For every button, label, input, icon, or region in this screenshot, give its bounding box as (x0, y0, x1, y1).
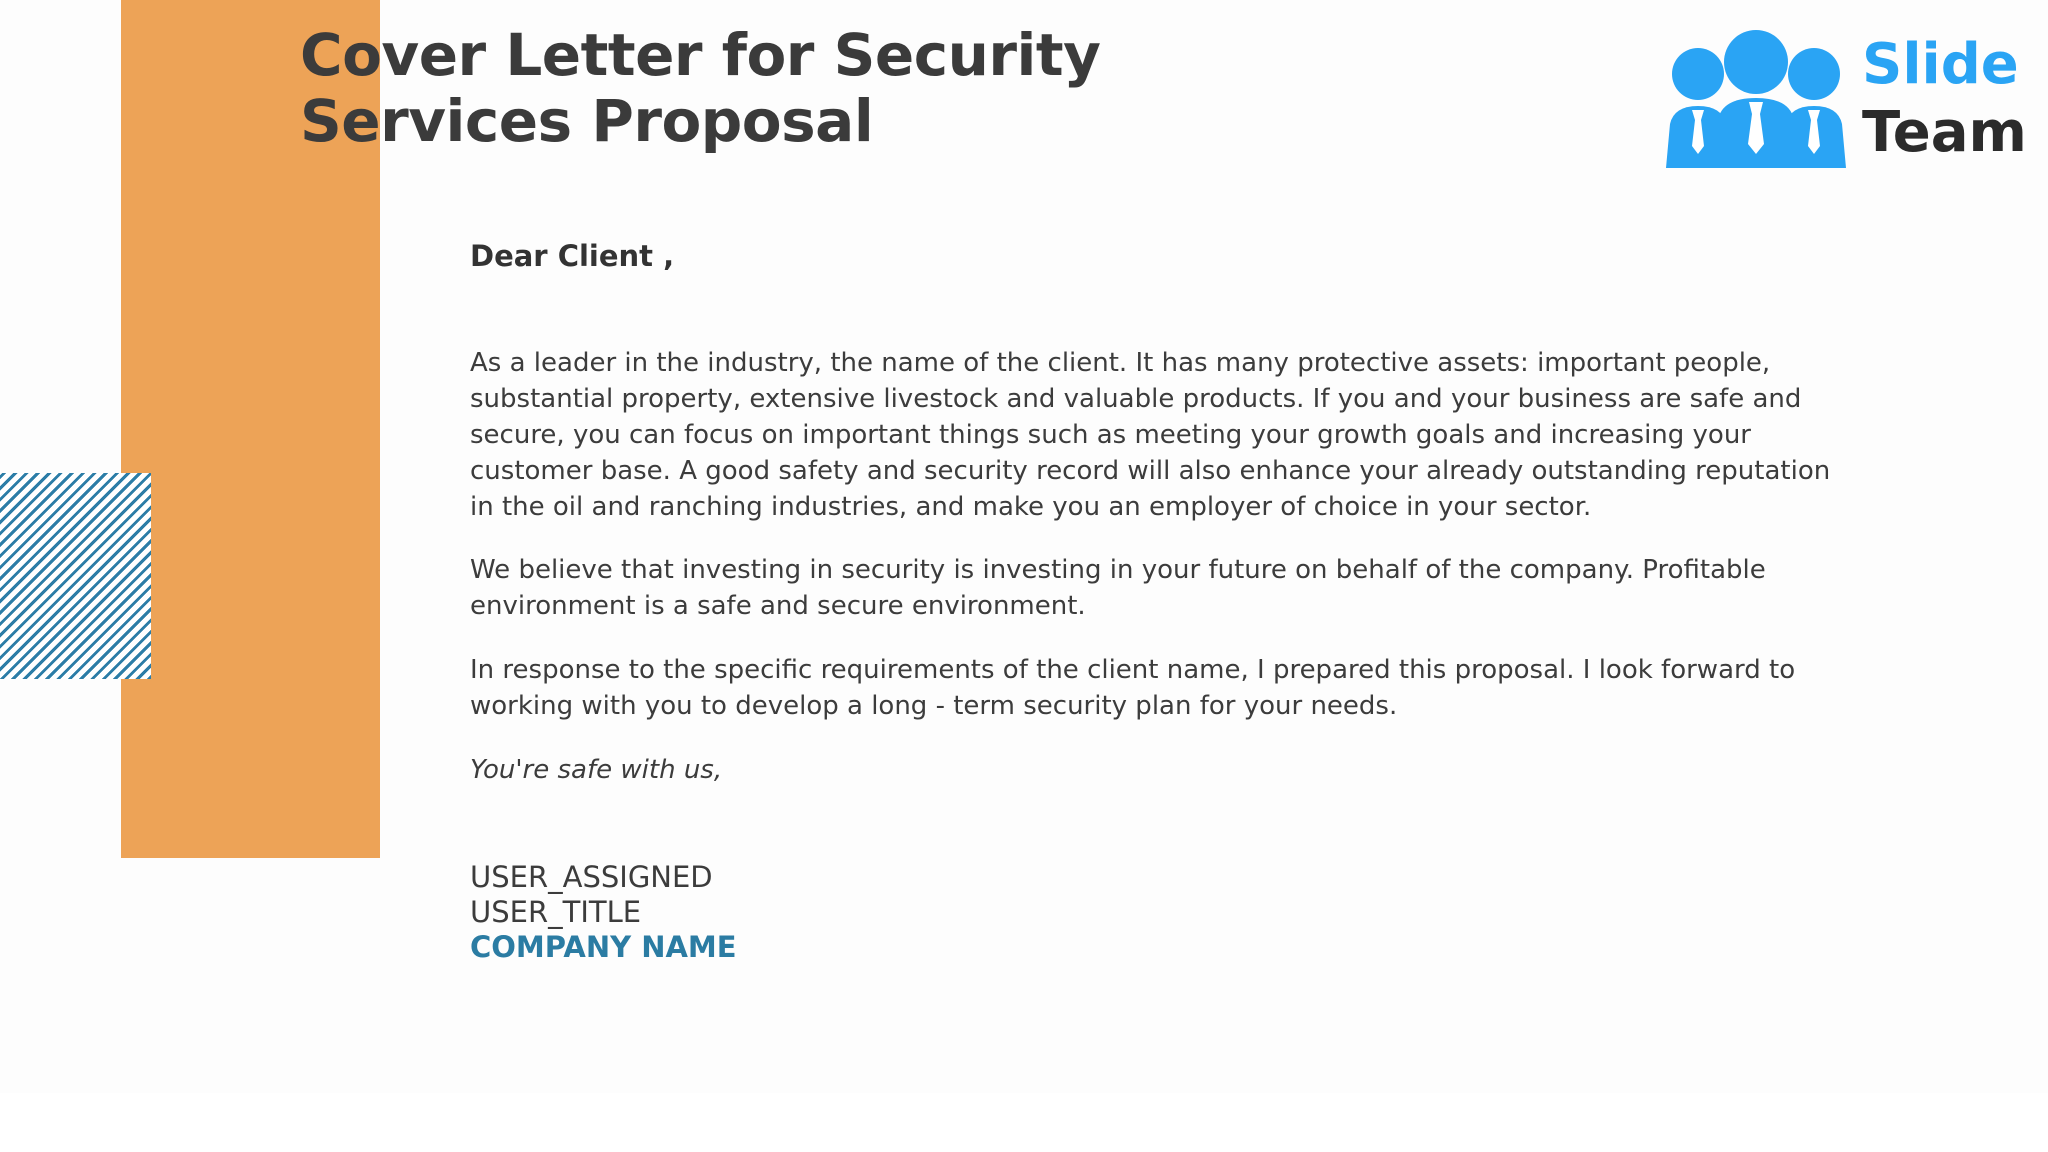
signature-company: COMPANY NAME (470, 930, 737, 964)
signature-name: USER_ASSIGNED (470, 860, 713, 894)
cover-letter-body (470, 238, 1860, 964)
letter-paragraph-3: In response to the specific requirements of the client name, I prepared this proposal. I look forward to working with you to develop a long - term security plan for your needs. (470, 655, 1796, 721)
letter-closing: You're safe with us, (470, 755, 723, 785)
logo-word-slide: Slide (1862, 32, 2019, 97)
slideteam-logo (1660, 22, 2030, 192)
page-title (300, 22, 1100, 154)
team-people-icon (1660, 28, 1852, 168)
title-line-2: Services Proposal (300, 87, 874, 155)
letter-paragraph-2: We believe that investing in security is investing in your future on behalf of the company. Profitable environment is a safe and secure environment. (470, 555, 1766, 621)
signature-block (470, 860, 737, 965)
logo-word-team: Team (1862, 100, 2027, 165)
salutation: Dear Client , (470, 239, 675, 273)
signature-title: USER_TITLE (470, 895, 642, 929)
title-line-1: Cover Letter for Security (300, 21, 1101, 89)
letter-paragraph-1: As a leader in the industry, the name of the client. It has many protective assets: important people, substantial property, extensive livestock and valuable products. If you and your business are safe and secure, you can focus on important things such as meeting your growth goals and increasing your customer base. A good safety and security record will also enhance your already outstanding reputation in the oil and ranching industries, and make you an employer of choice in your sector. (470, 348, 1831, 522)
striped-pattern-block (0, 473, 151, 679)
